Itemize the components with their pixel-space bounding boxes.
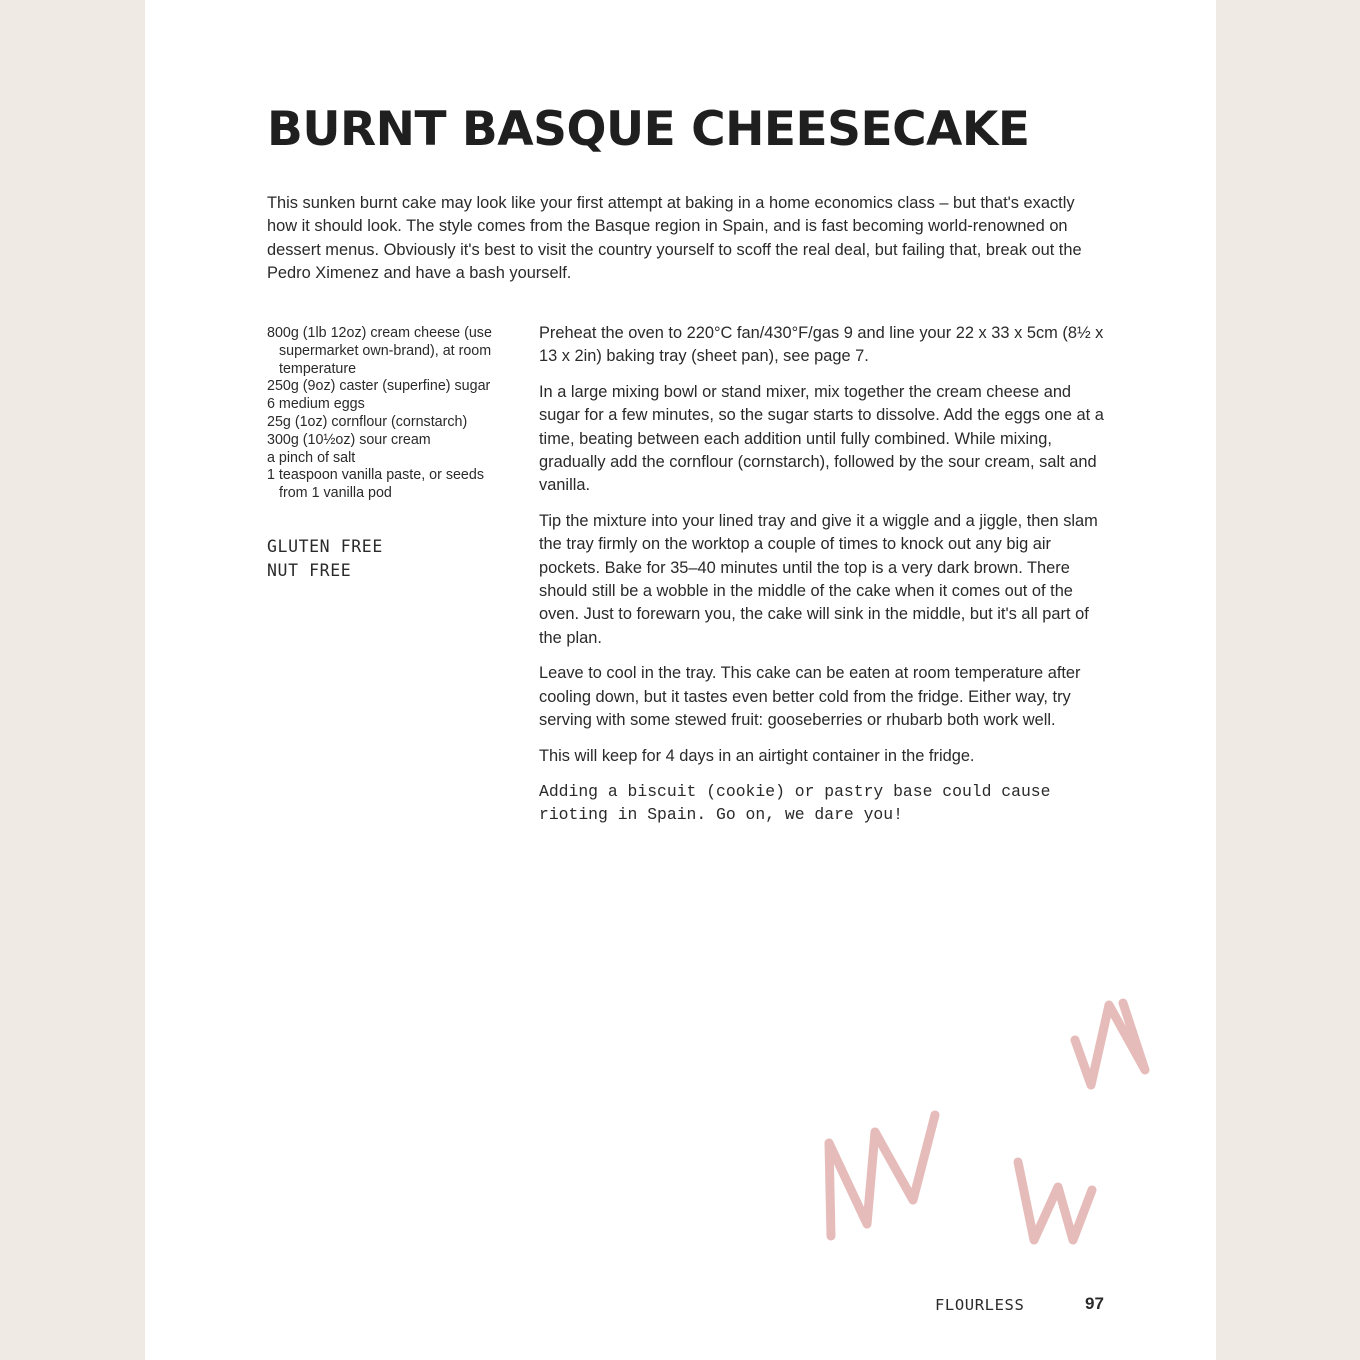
footer-section-name: FLOURLESS: [935, 1296, 1025, 1314]
dietary-label-nut-free: NUT FREE: [267, 560, 352, 580]
method-step: Tip the mixture into your lined tray and give it a wiggle and a jiggle, then slam the tray firmly on the worktop a couple of times to knock out any big air pockets. Bake for 35–40 minutes until the top is a very dark brown. There should still be a wobble in the middle of the cake when it comes out of the oven. Just to forewarn you, the cake will sink in the middle, but it's all part of the plan.: [539, 511, 1098, 647]
doodle-stroke: [1075, 1003, 1145, 1085]
recipe-tip: Adding a biscuit (cookie) or pastry base could cause rioting in Spain. Go on, we dare you!: [539, 781, 1051, 825]
method-step: This will keep for 4 days in an airtight container in the fridge.: [539, 746, 975, 765]
doodle-stroke: [829, 1115, 935, 1236]
recipe-intro: This sunken burnt cake may look like your first attempt at baking in a home economics class – but that's exactly how it should look. The style comes from the Basque region in Spain, and is fast becoming world-renowned on dessert menus. Obviously it's best to visit the country yourself to scoff the real deal, but failing that, break out the Pedro Ximenez and have a bash yourself.: [267, 194, 1082, 283]
ingredient-item: 800g (1lb 12oz) cream cheese (use supermarket own-brand), at room temperature: [267, 325, 492, 377]
page-number: 97: [1085, 1294, 1104, 1313]
ingredient-item: a pinch of salt: [267, 449, 356, 466]
ingredient-item: 25g (1oz) cornflour (cornstarch): [267, 413, 468, 430]
method-step: Leave to cool in the tray. This cake can be eaten at room temperature after cooling down, but it tastes even better cold from the fridge. Either way, try serving with some stewed fruit: gooseberries or rhubarb both work well.: [539, 664, 1081, 730]
method-steps: [539, 322, 1114, 839]
dietary-labels: [267, 535, 383, 582]
ingredients-list: [267, 325, 507, 503]
dietary-label-gluten-free: GLUTEN FREE: [267, 537, 383, 556]
method-step: Preheat the oven to 220°C fan/430°F/gas 9 and line your 22 x 33 x 5cm (8½ x 13 x 2in) baking tray (sheet pan), see page 7.: [539, 324, 1104, 366]
method-step: In a large mixing bowl or stand mixer, mix together the cream cheese and sugar for a few minutes, so the sugar starts to dissolve. Add the eggs one at a time, beating between each addition until fully combined. While mixing, gradually add the cornflour (cornstarch), followed by the sour cream, salt and vanilla.: [539, 382, 1104, 495]
ingredient-item: 1 teaspoon vanilla paste, or seeds from 1 vanilla pod: [267, 467, 484, 502]
recipe-title: BURNT BASQUE CHEESECAKE: [267, 102, 1030, 157]
ingredient-item: 250g (9oz) caster (superfine) sugar: [267, 378, 491, 395]
ingredient-item: 300g (10½oz) sour cream: [267, 431, 431, 448]
doodle-stroke: [1018, 1162, 1092, 1240]
book-page: [145, 0, 1216, 1360]
ingredient-item: 6 medium eggs: [267, 396, 365, 413]
